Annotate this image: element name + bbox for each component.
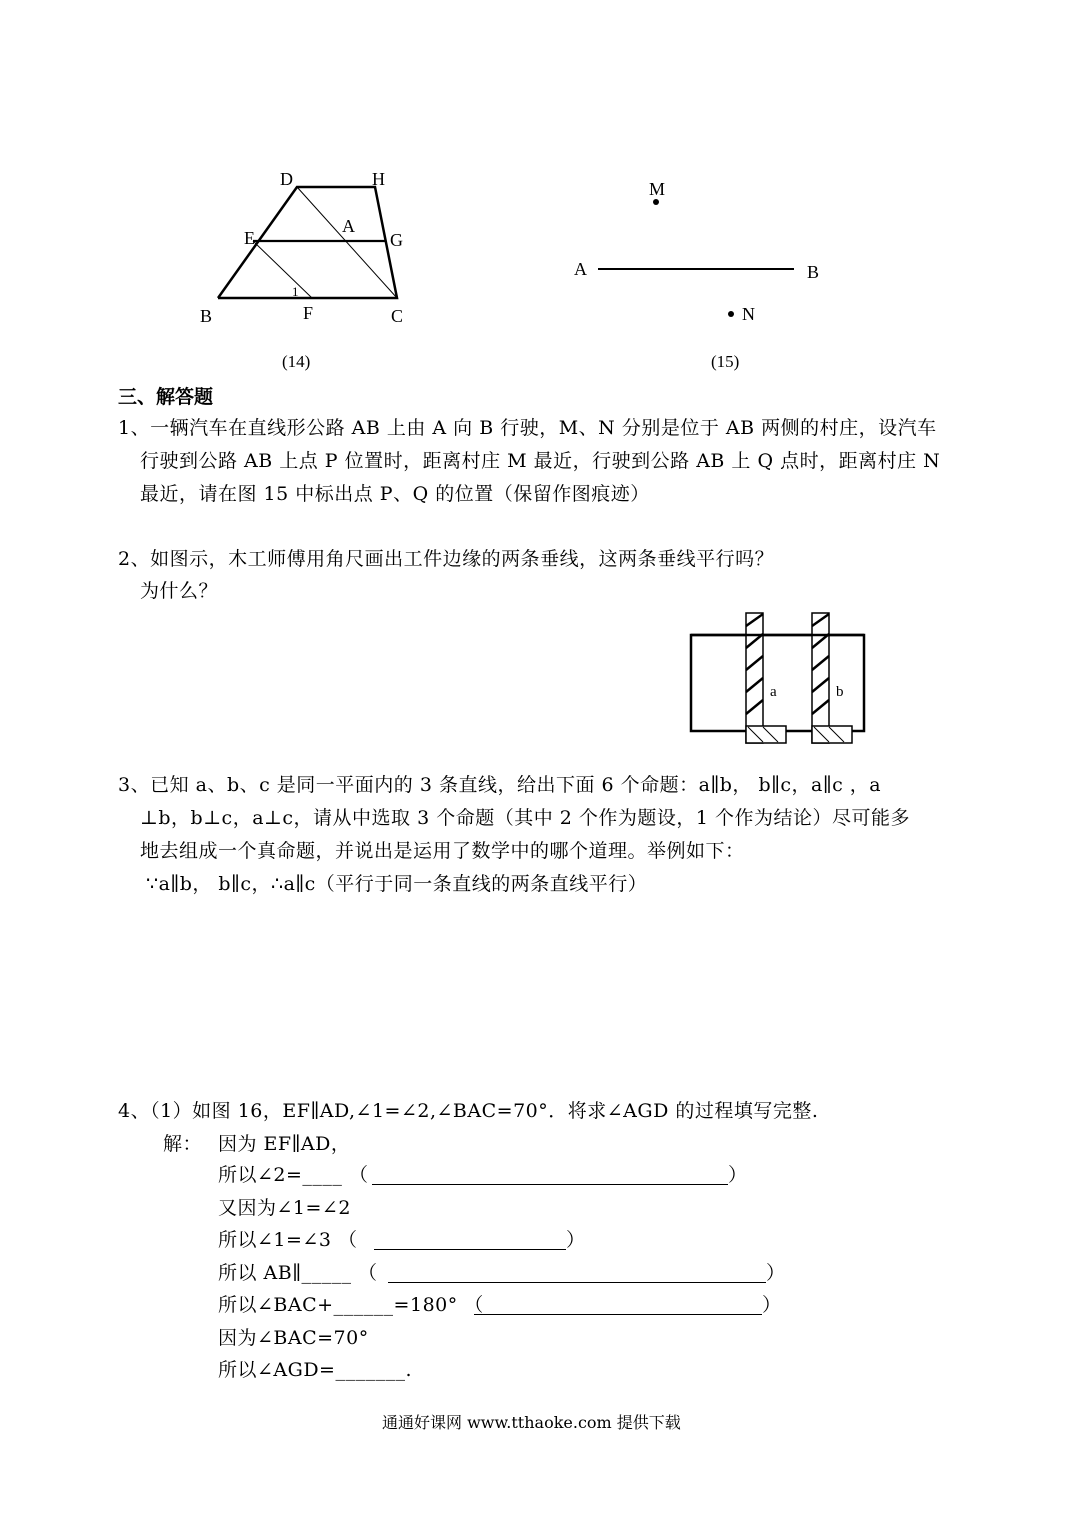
segment-dc bbox=[297, 187, 397, 298]
section-heading: 三、解答题 bbox=[118, 386, 214, 408]
label-d: D bbox=[280, 169, 293, 189]
figure-15-caption: (15) bbox=[711, 352, 740, 371]
point-n bbox=[728, 311, 734, 317]
page-footer: 通通好课网 www.tthaoke.com 提供下载 bbox=[382, 1413, 681, 1432]
q4-step-1: 因为 EF∥AD， bbox=[218, 1133, 351, 1155]
label-line-a: a bbox=[770, 684, 777, 700]
q4-solution-label: 解： bbox=[163, 1133, 203, 1155]
q3-line-4: ∵a∥b， b∥c，∴a∥c（平行于同一条直线的两条直线平行） bbox=[146, 873, 648, 895]
q4-step-5: 所以 AB∥_____ （ bbox=[218, 1262, 378, 1284]
label-b: B bbox=[807, 262, 820, 282]
q1-line-3: 最近，请在图 15 中标出点 P、Q 的位置（保留作图痕迹） bbox=[140, 483, 650, 505]
carpenter-square-diagram bbox=[688, 608, 870, 748]
q4-step-5-close: ） bbox=[766, 1262, 786, 1284]
label-e: E bbox=[244, 228, 255, 248]
q3-line-1: 3、已知 a、b、c 是同一平面内的 3 条直线，给出下面 6 个命题：a∥b， b∥c，a∥c ，a bbox=[118, 774, 882, 796]
q2-line-2: 为什么？ bbox=[140, 580, 219, 602]
q4-step-6: 所以∠BAC+______=180° （ bbox=[218, 1294, 484, 1316]
point-m bbox=[653, 199, 659, 205]
label-a: A bbox=[574, 259, 587, 279]
label-a: A bbox=[342, 216, 355, 236]
q2-line-1: 2、如图示，木工师傅用角尺画出工件边缘的两条垂线，这两条垂线平行吗？ bbox=[118, 548, 775, 570]
label-m: M bbox=[649, 179, 666, 199]
q4-step-7: 因为∠BAC=70° bbox=[218, 1327, 369, 1349]
q3-line-3: 地去组成一个真命题，并说出是运用了数学中的哪个道理。举例如下： bbox=[140, 840, 745, 862]
q1-line-2: 行驶到公路 AB 上点 P 位置时，距离村庄 M 最近，行驶到公路 AB 上 Q 点时，距离村庄 N bbox=[140, 450, 941, 472]
q4-step-6-close: ） bbox=[762, 1294, 782, 1316]
q4-step-2-blank-line bbox=[372, 1184, 728, 1185]
q4-step-4-close: ） bbox=[566, 1229, 586, 1251]
label-c: C bbox=[391, 306, 404, 326]
q3-line-2: ⊥b，b⊥c，a⊥c，请从中选取 3 个命题（其中 2 个作为题设，1 个作为结论）尽可能多 bbox=[140, 807, 911, 829]
label-g: G bbox=[390, 230, 403, 250]
q4-step-4-blank-line bbox=[374, 1249, 566, 1250]
figure-14-diagram bbox=[190, 160, 430, 335]
q4-step-8: 所以∠AGD=_______. bbox=[218, 1359, 413, 1381]
label-n: N bbox=[742, 304, 755, 324]
q4-step-4: 所以∠1=∠3 （ bbox=[218, 1229, 358, 1251]
q1-line-1: 1、一辆汽车在直线形公路 AB 上由 A 向 B 行驶，M、N 分别是位于 AB 两侧的村庄，设汽车 bbox=[118, 417, 937, 439]
q4-step-6-blank-line bbox=[474, 1314, 762, 1315]
workpiece bbox=[691, 635, 864, 731]
label-b: B bbox=[200, 306, 213, 326]
label-angle-1: 1 bbox=[292, 284, 299, 299]
q4-step-2: 所以∠2=____ （ bbox=[218, 1164, 369, 1186]
label-h: H bbox=[372, 169, 385, 189]
q4-intro: 4、（1）如图 16，EF∥AD,∠1=∠2,∠BAC=70°．将求∠AGD 的过程填写完整. bbox=[118, 1100, 819, 1122]
segment-ef bbox=[253, 241, 312, 298]
q4-step-3: 又因为∠1=∠2 bbox=[218, 1197, 351, 1219]
figure-15-diagram bbox=[565, 170, 835, 330]
label-line-b: b bbox=[836, 684, 844, 700]
q4-step-5-blank-line bbox=[388, 1282, 766, 1283]
figure-14-caption: (14) bbox=[282, 352, 311, 371]
q4-step-2-close: ） bbox=[728, 1164, 748, 1186]
label-f: F bbox=[303, 303, 314, 323]
